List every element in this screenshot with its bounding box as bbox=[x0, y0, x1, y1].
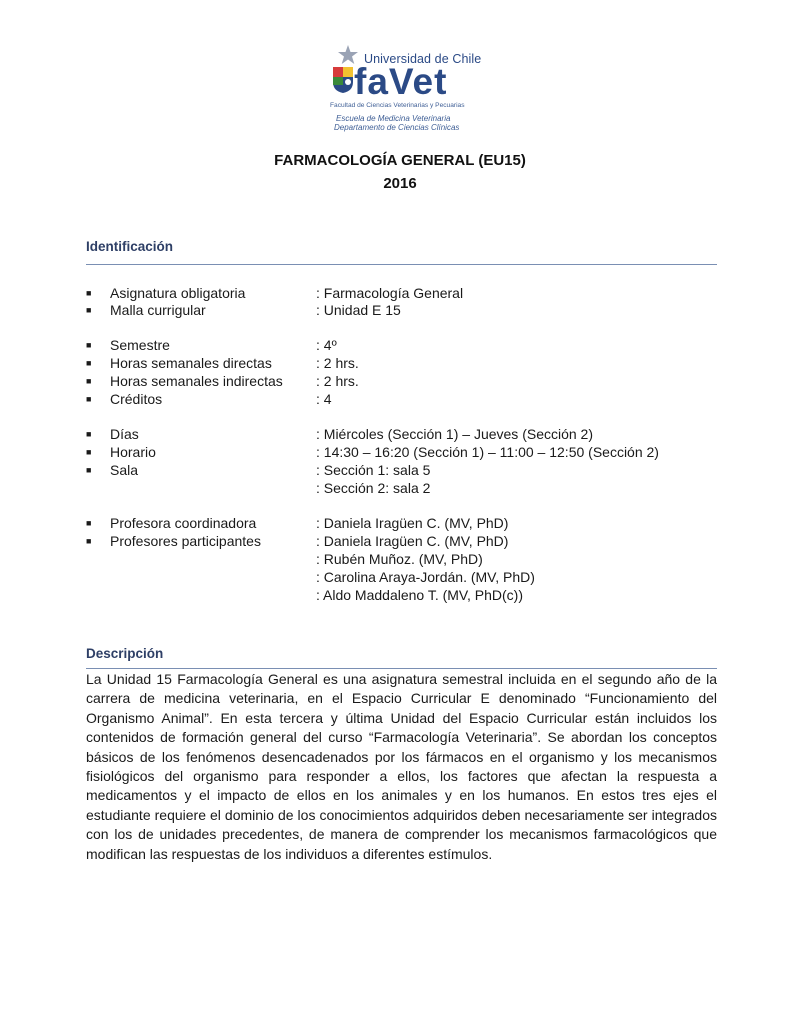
info-row bbox=[86, 354, 726, 372]
info-value: : Sección 1: sala 5 bbox=[316, 462, 431, 478]
info-label: Asignatura obligatoria bbox=[110, 285, 246, 301]
info-label: Semestre bbox=[110, 337, 170, 353]
info-row bbox=[86, 301, 726, 319]
info-row bbox=[86, 532, 726, 550]
square-bullet-icon: ■ bbox=[86, 288, 92, 298]
square-bullet-icon: ■ bbox=[86, 340, 92, 350]
document-title: FARMACOLOGÍA GENERAL (EU15) bbox=[274, 152, 526, 169]
info-row bbox=[86, 372, 726, 390]
info-row bbox=[86, 284, 726, 302]
square-bullet-icon: ■ bbox=[86, 447, 92, 457]
info-row bbox=[86, 425, 726, 443]
square-bullet-icon: ■ bbox=[86, 536, 92, 546]
info-value: : Daniela Iragüen C. (MV, PhD) bbox=[316, 533, 509, 549]
descripcion-heading: Descripción bbox=[86, 646, 164, 661]
department-name: Departamento de Ciencias Clínicas bbox=[334, 123, 460, 132]
info-value: : Rubén Muñoz. (MV, PhD) bbox=[316, 551, 483, 567]
info-value: : Farmacología General bbox=[316, 285, 464, 301]
faculty-logo bbox=[330, 44, 490, 136]
info-row-continuation bbox=[86, 550, 726, 568]
info-value: : 4 bbox=[316, 391, 332, 407]
shield-icon bbox=[332, 66, 354, 94]
info-value: : Daniela Iragüen C. (MV, PhD) bbox=[316, 515, 509, 531]
info-label: Horas semanales directas bbox=[110, 355, 272, 371]
document-year: 2016 bbox=[383, 175, 417, 192]
info-value: : Carolina Araya-Jordán. (MV, PhD) bbox=[316, 569, 535, 585]
info-label: Días bbox=[110, 426, 139, 442]
square-bullet-icon: ■ bbox=[86, 465, 92, 475]
info-value: : 4º bbox=[316, 337, 337, 353]
section-divider bbox=[86, 264, 717, 265]
info-value: : Unidad E 15 bbox=[316, 302, 401, 318]
info-row bbox=[86, 514, 726, 532]
school-name: Escuela de Medicina Veterinaria bbox=[336, 114, 451, 123]
info-row-continuation bbox=[86, 586, 726, 604]
info-value: : Sección 2: sala 2 bbox=[316, 480, 431, 496]
info-label: Malla currigular bbox=[110, 302, 206, 318]
brand-wordmark: faVet bbox=[354, 61, 448, 102]
university-name: Universidad de Chile bbox=[364, 52, 482, 66]
info-row-continuation bbox=[86, 568, 726, 586]
identificacion-heading: Identificación bbox=[86, 239, 174, 254]
info-row-continuation bbox=[86, 479, 726, 497]
faculty-name: Facultad de Ciencias Veterinarias y Pecuarias bbox=[330, 102, 465, 109]
info-value: : 2 hrs. bbox=[316, 373, 359, 389]
info-label: Profesores participantes bbox=[110, 533, 261, 549]
square-bullet-icon: ■ bbox=[86, 394, 92, 404]
info-row bbox=[86, 336, 726, 354]
info-row bbox=[86, 390, 726, 408]
info-value: : Miércoles (Sección 1) – Jueves (Sección 2) bbox=[316, 426, 593, 442]
info-row bbox=[86, 443, 726, 461]
info-label: Horario bbox=[110, 444, 156, 460]
section-divider bbox=[86, 668, 717, 669]
square-bullet-icon: ■ bbox=[86, 358, 92, 368]
info-label: Horas semanales indirectas bbox=[110, 373, 283, 389]
square-bullet-icon: ■ bbox=[86, 305, 92, 315]
square-bullet-icon: ■ bbox=[86, 518, 92, 528]
info-value: : 2 hrs. bbox=[316, 355, 359, 371]
square-bullet-icon: ■ bbox=[86, 376, 92, 386]
description-paragraph: La Unidad 15 Farmacología General es una asignatura semestral incluida en el segundo año de la carrera de medicina veterinaria, en el Espacio Curricular E denominado “Funcionamiento del Organismo Animal”. En esta tercera y última Unidad del Espacio Curricular están incluidos los contenidos de formación general del curso “Farmacología Veterinaria”. Se abordan los conceptos básicos de los fenómenos desencadenados por los fármacos en el organismo y los mecanismos fisiológicos del organismo para responder a ellos, los factores que afectan la respuesta a medicamentos y el impacto de ellos en los animales y en los humanos. En estos tres ejes el estudiante requiere el dominio de los conocimientos adquiridos deben necesariamente ser integrados con los de unidades precedentes, de manera de comprender los mecanismos farmacológicos que modifican las respuestas de los individuos a diferentes estímulos. bbox=[86, 671, 717, 862]
info-value: : 14:30 – 16:20 (Sección 1) – 11:00 – 12:50 (Sección 2) bbox=[316, 444, 659, 460]
info-row bbox=[86, 461, 726, 479]
info-label: Créditos bbox=[110, 391, 163, 407]
info-label: Profesora coordinadora bbox=[110, 515, 257, 531]
info-value: : Aldo Maddaleno T. (MV, PhD(c)) bbox=[316, 587, 523, 603]
square-bullet-icon: ■ bbox=[86, 429, 92, 439]
info-label: Sala bbox=[110, 462, 139, 478]
